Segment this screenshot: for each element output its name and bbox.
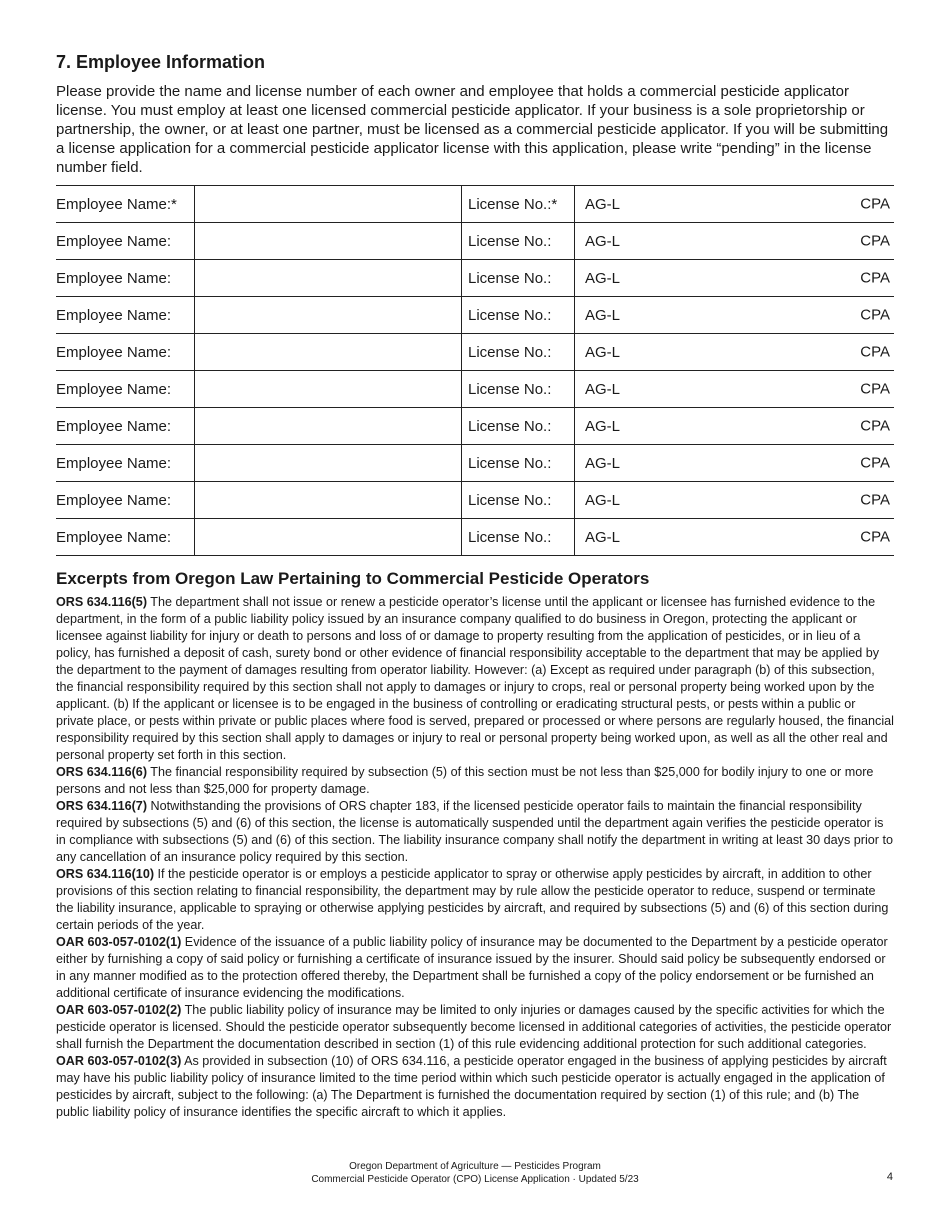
- law-excerpt: [56, 1002, 894, 1053]
- law-citation: ORS 634.116(7): [56, 799, 148, 813]
- license-prefix: AG-L: [585, 232, 621, 250]
- page-number: 4: [886, 1171, 893, 1183]
- license-number-label: License No.:: [462, 519, 575, 556]
- employee-name-label: Employee Name:: [56, 445, 195, 482]
- employee-table: [56, 185, 894, 556]
- license-prefix: AG-L: [585, 528, 621, 546]
- license-prefix: AG-L: [585, 195, 621, 213]
- license-number-label: License No.:: [462, 223, 575, 260]
- law-text: Notwithstanding the provisions of ORS chapter 183, if the licensed pesticide operator fails to maintain the financial responsibility required by subsections (5) and (6) of this section, the license is automatically suspended until the department again verifies the pesticide operator is in compliance with subsections (5) and (6) of this section. The liability insurance company shall notify the department in writing at least 30 days prior to any cancellation of an insurance policy required by this section.: [56, 799, 893, 864]
- employee-name-label: Employee Name:*: [56, 186, 195, 223]
- employee-row: [56, 445, 894, 482]
- license-number-field[interactable]: [575, 260, 895, 297]
- employee-name-field[interactable]: [195, 297, 462, 334]
- law-excerpt: [56, 798, 894, 866]
- employee-name-field[interactable]: [195, 260, 462, 297]
- license-prefix: AG-L: [585, 343, 621, 361]
- law-citation: ORS 634.116(5): [56, 595, 148, 609]
- license-prefix: AG-L: [585, 306, 621, 324]
- employee-name-field[interactable]: [195, 519, 462, 556]
- license-prefix: AG-L: [585, 269, 621, 287]
- license-prefix: AG-L: [585, 380, 621, 398]
- license-number-field[interactable]: [575, 371, 895, 408]
- license-prefix: AG-L: [585, 454, 621, 472]
- employee-name-field[interactable]: [195, 408, 462, 445]
- license-number-field[interactable]: [575, 445, 895, 482]
- license-suffix: CPA: [860, 306, 890, 324]
- license-suffix: CPA: [860, 454, 890, 472]
- license-suffix: CPA: [860, 269, 890, 287]
- footer-line-2: Commercial Pesticide Operator (CPO) License Application · Updated 5/23: [311, 1174, 639, 1185]
- law-excerpt: [56, 866, 894, 934]
- license-number-field[interactable]: [575, 519, 895, 556]
- license-number-field[interactable]: [575, 186, 895, 223]
- license-number-label: License No.:: [462, 371, 575, 408]
- license-suffix: CPA: [860, 195, 890, 213]
- law-excerpt: [56, 1053, 894, 1121]
- employee-name-label: Employee Name:: [56, 260, 195, 297]
- law-excerpt: [56, 594, 894, 764]
- license-number-label: License No.:: [462, 260, 575, 297]
- license-number-label: License No.:: [462, 297, 575, 334]
- law-citation: OAR 603-057-0102(1): [56, 935, 182, 949]
- law-citation: OAR 603-057-0102(2): [56, 1003, 182, 1017]
- employee-name-label: Employee Name:: [56, 334, 195, 371]
- employee-name-field[interactable]: [195, 445, 462, 482]
- footer: [0, 1160, 950, 1186]
- employee-row: [56, 186, 894, 223]
- law-text: The public liability policy of insurance may be limited to only injuries or damages caused by the specific activities for which the pesticide operator is licensed. Should the pesticide operator subsequently become licensed in additional categories of activities, the pesticide operator shall furnish the Department the documentation described in section (1) of this rule evidencing additional protection for such additional categories.: [56, 1003, 892, 1051]
- license-number-field[interactable]: [575, 334, 895, 371]
- law-excerpt: [56, 934, 894, 1002]
- license-suffix: CPA: [860, 491, 890, 509]
- employee-name-label: Employee Name:: [56, 297, 195, 334]
- law-text: Evidence of the issuance of a public liability policy of insurance may be documented to the Department by a pesticide operator either by furnishing a copy of said policy or furnishing a certificate of insurance issued by the insurer. Should said policy be subsequently endorsed or in any manner modified as to the protection offered thereby, the Department shall be furnished a copy of the policy endorsement or be furnished an additional certificate of insurance evidencing the modifications.: [56, 935, 888, 1000]
- laws-excerpts: [56, 594, 894, 1121]
- employee-name-field[interactable]: [195, 186, 462, 223]
- license-suffix: CPA: [860, 417, 890, 435]
- license-suffix: CPA: [860, 232, 890, 250]
- license-number-label: License No.:: [462, 445, 575, 482]
- license-number-label: License No.:: [462, 334, 575, 371]
- employee-name-label: Employee Name:: [56, 371, 195, 408]
- footer-line-1: Oregon Department of Agriculture — Pesticides Program: [349, 1161, 601, 1172]
- section-title: 7. Employee Information: [56, 52, 266, 72]
- license-number-field[interactable]: [575, 223, 895, 260]
- law-citation: ORS 634.116(10): [56, 867, 155, 881]
- employee-row: [56, 297, 894, 334]
- law-text: The department shall not issue or renew a pesticide operator’s license until the applicant or licensee has furnished evidence to the department, in the form of a public liability policy issued by an insurance company qualified to do business in Oregon, protecting the applicant or licensee against liability for injury or death to persons and loss of or damage to property resulting from the application of pesticides, or in lieu of a policy, has furnished a deposit of cash, surety bond or other evidence of financial responsibility acceptable to the department that may be applied by the department to the payment of damages resulting from operator liability. However: (a) Except as required under paragraph (b) of this subsection, the financial responsibility required by this section shall not apply to damages or injury to crops, real or personal property being worked upon by the applicant. (b) If the applicant or licensee is to be engaged in the business of controlling or eradicating structural pests, or pests within a public or private place, or pests within private or public places where food is served, prepared or processed or where persons are regularly housed, the financial responsibility required by this section shall apply to damages or injury to real or personal property being worked upon, as well as all the other real and personal property set forth in this section.: [56, 595, 894, 762]
- employee-name-label: Employee Name:: [56, 482, 195, 519]
- employee-name-field[interactable]: [195, 223, 462, 260]
- license-suffix: CPA: [860, 528, 890, 546]
- section-intro: Please provide the name and license number of each owner and employee that holds a commercial pesticide applicator license. You must employ at least one licensed commercial pesticide applicator. If your business is a sole proprietorship or partnership, the owner, or at least one partner, must be licensed as a commercial pesticide applicator. If you will be submitting a license application for a commercial pesticide applicator license with this application, please write “pending” in the license number field.: [56, 83, 889, 176]
- law-citation: OAR 603-057-0102(3): [56, 1054, 182, 1068]
- employee-name-field[interactable]: [195, 482, 462, 519]
- employee-name-label: Employee Name:: [56, 223, 195, 260]
- employee-row: [56, 260, 894, 297]
- laws-title: Excerpts from Oregon Law Pertaining to Commercial Pesticide Operators: [56, 569, 650, 588]
- employee-row: [56, 408, 894, 445]
- employee-row: [56, 334, 894, 371]
- employee-name-label: Employee Name:: [56, 519, 195, 556]
- employee-row: [56, 519, 894, 556]
- license-suffix: CPA: [860, 343, 890, 361]
- license-prefix: AG-L: [585, 417, 621, 435]
- license-number-label: License No.:: [462, 482, 575, 519]
- license-number-field[interactable]: [575, 408, 895, 445]
- license-number-field[interactable]: [575, 482, 895, 519]
- employee-name-label: Employee Name:: [56, 408, 195, 445]
- page-content: [56, 50, 894, 1121]
- employee-name-field[interactable]: [195, 334, 462, 371]
- law-text: The financial responsibility required by subsection (5) of this section must be not less than $25,000 for bodily injury to one or more persons and not less than $25,000 for property damage.: [56, 765, 874, 796]
- license-number-label: License No.:*: [462, 186, 575, 223]
- license-suffix: CPA: [860, 380, 890, 398]
- law-citation: ORS 634.116(6): [56, 765, 148, 779]
- law-excerpt: [56, 764, 894, 798]
- license-number-label: License No.:: [462, 408, 575, 445]
- employee-row: [56, 223, 894, 260]
- employee-row: [56, 482, 894, 519]
- employee-row: [56, 371, 894, 408]
- law-text: If the pesticide operator is or employs a pesticide applicator to spray or otherwise apply pesticides by aircraft, in addition to other provisions of this section relating to financial responsibility, the department may by rule allow the pesticide operator to reduce, suspend or terminate the liability insurance, applicable to spraying or otherwise applying pesticides by aircraft, and required by subsections (5) and (6) of this section during certain periods of the year.: [56, 867, 889, 932]
- law-text: As provided in subsection (10) of ORS 634.116, a pesticide operator engaged in the business of applying pesticides by aircraft may have his public liability policy of insurance limited to the time period within which such pesticide operator is actually engaged in the application of pesticides by aircraft, subject to the following: (a) The Department is furnished the documentation required by section (1) of this rule; and (b) The public liability policy of insurance identifies the specific aircraft to which it applies.: [56, 1054, 887, 1119]
- license-number-field[interactable]: [575, 297, 895, 334]
- employee-name-field[interactable]: [195, 371, 462, 408]
- license-prefix: AG-L: [585, 491, 621, 509]
